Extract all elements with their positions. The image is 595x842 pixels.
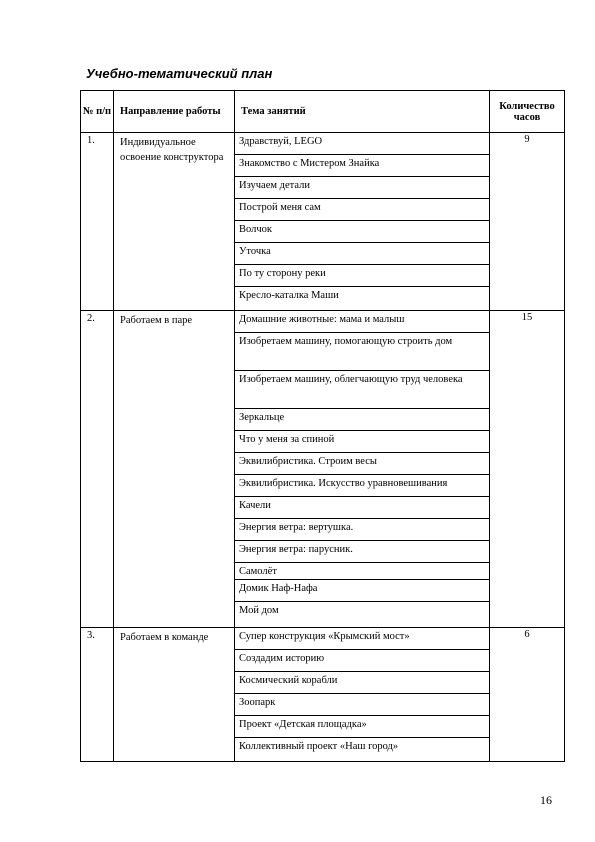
table-header-row: [81, 91, 565, 133]
section-direction: Работаем в команде: [114, 627, 235, 761]
topic-item: Мой дом: [239, 605, 279, 617]
header-direction: Направление работы: [114, 91, 235, 133]
topic-item: Эквилибристика. Искусство уравновешивания: [235, 475, 489, 497]
header-hours: Количество часов: [490, 91, 565, 133]
topic-item: Волчок: [235, 221, 489, 243]
topic-item: Домашние животные: мама и малыш: [235, 311, 489, 333]
topic-item: Зоопарк: [235, 694, 489, 716]
topic-item: Изобретаем машину, помогающую строить дом: [235, 333, 489, 371]
topic-item: Что у меня за спиной: [235, 431, 489, 453]
page-number: 16: [540, 793, 552, 807]
table-row-section-2: [81, 311, 565, 628]
table-row-section-1: [81, 133, 565, 311]
topic-item: Построй меня сам: [235, 199, 489, 221]
topic-item: Домик Наф-Нафа: [235, 580, 489, 602]
topic-item: По ту сторону реки: [235, 265, 489, 287]
section-topics: [235, 311, 490, 628]
page-title: Учебно-тематический план: [86, 66, 273, 81]
header-topic: Тема занятий: [235, 91, 490, 133]
topic-item: Создадим историю: [235, 650, 489, 672]
topic-item: Здравствуй, LEGO: [235, 133, 489, 155]
section-direction: Работаем в паре: [114, 311, 235, 628]
section-hours: 9: [490, 133, 565, 311]
topic-item: Зеркальце: [235, 409, 489, 431]
topic-item: Энергия ветра: парусник.: [235, 541, 489, 563]
topic-item: Самолёт: [235, 563, 489, 580]
topic-item: Изучаем детали: [235, 177, 489, 199]
section-num: 3.: [81, 627, 114, 761]
topic-item: Изобретаем машину, облегчающую труд человека: [235, 371, 489, 409]
section-topics: [235, 133, 490, 311]
topic-item: Энергия ветра: вертушка.: [235, 519, 489, 541]
section-num: 2.: [81, 311, 114, 628]
section-topics: [235, 627, 490, 761]
header-num: № п/п: [81, 91, 114, 133]
section-hours: 15: [490, 311, 565, 628]
topic-item: Эквилибристика. Строим весы: [235, 453, 489, 475]
section-direction: Индивидуальное освоение конструктора: [114, 133, 235, 311]
topic-item: Качели: [235, 497, 489, 519]
section-hours: 6: [490, 627, 565, 761]
topic-item: Знакомство с Мистером Знайка: [235, 155, 489, 177]
section-num: 1.: [81, 133, 114, 311]
topic-item: Уточка: [235, 243, 489, 265]
topic-item: Кресло-каталка Маши: [239, 290, 339, 301]
topic-item: Коллективный проект «Наш город»: [239, 740, 399, 752]
thematic-plan-table: [80, 90, 565, 762]
topic-item: Космический корабли: [235, 672, 489, 694]
table-row-section-3: [81, 627, 565, 761]
topic-item: Проект «Детская площадка»: [235, 716, 489, 738]
topic-item: Супер конструкция «Крымский мост»: [235, 628, 489, 650]
